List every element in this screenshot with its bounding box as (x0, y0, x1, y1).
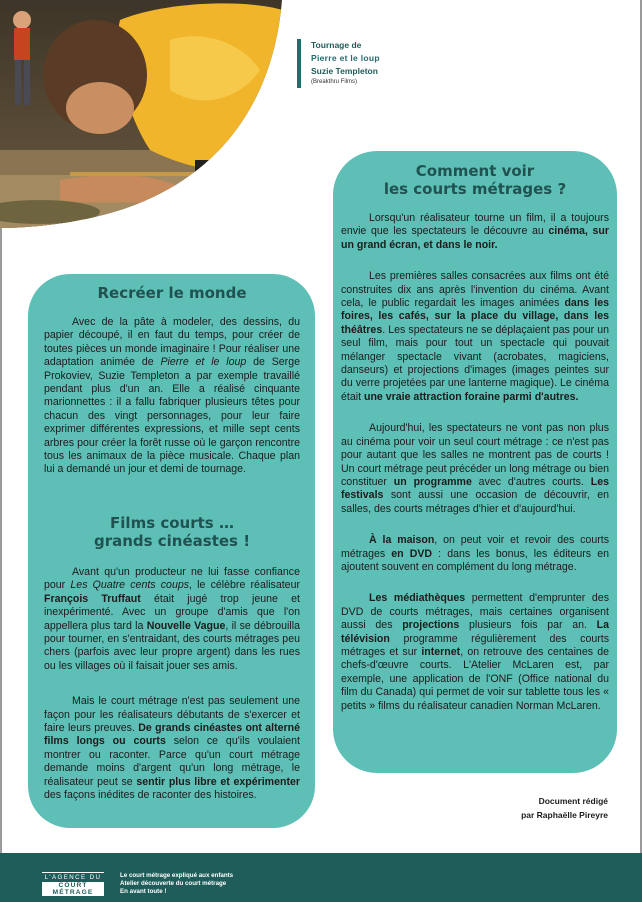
logo-line-2: COURT MÉTRAGE (42, 882, 104, 896)
logo-line-1: L'AGENCE DU (42, 872, 104, 881)
paragraph-premieres-salles: Les premières salles consacrées aux films ont été construites dix ans après l'invention du cinéma. Avant cela, le public regardait les images animées dans les foires, les cafés, sur la place du village, dans les théâtres. Les spectateurs ne se déplaçaient pas pour un seul film, mais pour tout un spectacle qui pouvait mélanger spectacle vivant (acrobates, magiciens, danseurs) et projections d'images (images peintes sur du verre projetées par une lanterne magique). Le cinéma était une vraie attraction foraine parmi d'autres. (341, 270, 609, 403)
paragraph-mediatheques: Les médiathèques permettent d'emprunter des DVD de courts métrages, mais certaines organisent aussi des projections plusieurs fois par an. La télévision programme régulièrement des courts métrages et sur internet, on retrouve des centaines de chefs-d'œuvre courts. L'Atelier McLaren est, par exemple, une application de l'ONF (Office national du film du Canada) qui permet de voir sur tablette tous les « petits » films du réalisateur canadien Norman McLaren. (341, 592, 610, 712)
credit-bar (297, 39, 301, 88)
credit-director: Suzie Templeton (311, 66, 378, 76)
footer-line-1: Le court métrage expliqué aux enfants (120, 872, 234, 879)
title-films-courts: Films courts … grands cinéastes ! (93, 514, 251, 550)
credit-film-title: Pierre et le loup (311, 53, 380, 63)
paragraph-a-la-maison: À la maison, on peut voir et revoir des courts métrages en DVD : dans les bonus, les éditeurs en ajoutent souvent en complément du long métrage. (341, 534, 609, 573)
left-panel-section-1 (44, 284, 300, 477)
paragraph-recreer: Avec de la pâte à modeler, des dessins, du papier découpé, il en faut du temps, pour créer de toutes pièces un monde imaginaire ! Pour réaliser une adaptation animée de Pierre et le loup de Serge Prokoviev, Suzie Templeton a par exemple travaillé pendant plus d'un an. Elle a réalisé cinquante marionnettes : il a fallu fabriquer plusieurs têtes pour chacun des vingt personnages, pour leur faire exprimer différentes expressions, et mille sept cents arbres pour créer la forêt russe où le garçon rencontre tous les animaux de la pièce musicale. Chaque plan lui a demandé un jour et demi de tournage. (44, 316, 300, 476)
footer-line-3: En avant toute ! (120, 888, 167, 895)
footer-line-2: Atelier découverte du court métrage (120, 880, 227, 887)
left-panel-section-2 (44, 514, 300, 803)
footer-text (120, 872, 233, 896)
signature (521, 794, 608, 822)
paragraph-grands-cineastes: Mais le court métrage n'est pas seulement une façon pour les réalisateurs débutants de s'exercer et faire leurs preuves. De grands cinéastes ont alterné films longs ou courts selon ce qu'ils voulaient montrer ou raconter. Parce qu'un court métrage demande moins d'argent qu'un long métrage, le réalisateur peut se sentir plus libre et expérimenter des façons inédites de raconter des histoires. (44, 695, 300, 802)
paragraph-truffaut: Avant qu'un producteur ne lui fasse confiance pour Les Quatre cents coups, le célèbre réalisateur François Truffaut était jugé trop jeune et inexpérimenté. Avec un groupe d'amis que l'on appellera plus tard la Nouvelle Vague, il se débrouilla pour tourner, en s'entraidant, des courts métrages peu chers (parfois avec leur propre argent) dans les rues ou les villages où il faisait jouer ses amis. (44, 566, 300, 672)
title-comment-voir: Comment voir les courts métrages ? (383, 162, 567, 198)
photo-credit (311, 39, 380, 87)
signature-author: par Raphaëlle Pireyre (521, 810, 608, 820)
paragraph-aujourdhui: Aujourd'hui, les spectateurs ne vont pas non plus au cinéma pour voir un seul court métrage : ce n'est pas pour autant que les salles ne montrent pas de courts ! Un court métrage peut précéder un long métrage ou bien constituer un programme avec d'autres courts. Les festivals sont aussi une occasion de découvrir, en salles, des courts métrages d'hier et d'aujourd'hui. (341, 422, 609, 515)
right-panel-content (341, 162, 609, 713)
signature-line-1: Document rédigé (538, 796, 608, 806)
agence-logo (42, 872, 104, 896)
filming-photo (0, 0, 282, 228)
credit-studio: (Breakthru Films) (311, 79, 358, 85)
paragraph-cinema: Lorsqu'un réalisateur tourne un film, il a toujours envie que les spectateurs le découvre au cinéma, sur un grand écran, et dans le noir. (341, 212, 609, 251)
title-recreer-le-monde: Recréer le monde (97, 284, 247, 302)
credit-line-1: Tournage de (311, 40, 362, 50)
